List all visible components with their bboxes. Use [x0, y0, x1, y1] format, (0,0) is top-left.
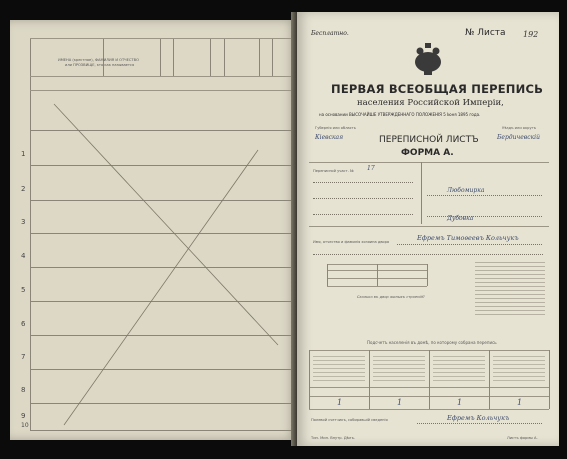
free-stamp: Бесплатно. [311, 30, 349, 37]
village-value: Дубовка [447, 215, 474, 222]
sheet-number-label: № Листа [465, 28, 506, 38]
owner-name-value: Ефремъ Тимоѳеевъ Кольчукъ [417, 234, 519, 242]
form-title: ПЕРЕПИСНОЙ ЛИСТЪ [379, 135, 479, 145]
census-title: ПЕРВАЯ ВСЕОБЩАЯ ПЕРЕПИСЬ [331, 82, 544, 96]
row-number: 10 [21, 422, 29, 429]
gubernia-value: Кiевская [315, 134, 344, 141]
left-page [10, 20, 297, 440]
census-book [10, 8, 559, 450]
uezd-value: Бердичевскiй [497, 134, 540, 141]
sheet-number-value: 192 [523, 30, 539, 39]
gubernia-label: Губернiя или область [315, 126, 356, 130]
count-value: 1 [517, 398, 523, 407]
form-subtitle: ФОРМА А. [401, 148, 454, 158]
count-value: 1 [337, 398, 343, 407]
dwellings-question: Сколько въ двор жилыхъ строенiй? [357, 295, 425, 299]
row-number: 7 [21, 353, 26, 361]
row-number: 4 [21, 252, 26, 260]
community-value: Любомирка [447, 187, 485, 194]
count-value: 1 [457, 398, 463, 407]
row-number: 1 [21, 150, 26, 158]
row-number: 2 [21, 185, 26, 193]
row-number: 9 [21, 412, 26, 420]
column-header-name: ИМЕНА (крестное), ФАМИЛИЯ И ОТЧЕСТВО [58, 58, 139, 62]
district-label: Переписной участ. № [313, 169, 354, 173]
census-decree: на основании ВЫСОЧАЙШЕ УТВЕРЖДЕННАГО ПОЛОЖЕНIЯ 5 Iюня 1895 года. [319, 112, 481, 117]
count-value: 1 [397, 398, 403, 407]
instruction-text-block [475, 260, 545, 318]
district-value: 17 [367, 165, 375, 172]
uezd-label: Уѣздъ или округъ [502, 126, 536, 130]
enumerator-label: Полевой счетчикъ, собиравшiй сведенiя [311, 418, 388, 422]
owner-name-label: Имя, отчество и фамилiя хозяина двора [313, 240, 390, 244]
row-number: 6 [21, 320, 26, 328]
row-number: 3 [21, 218, 26, 226]
column-header-name-2: или ПРОЗВИЩЕ, кто как называется [65, 63, 135, 67]
imperial-eagle-icon [410, 42, 446, 76]
strike-through-lines [10, 20, 297, 440]
census-subtitle: населения Российской Имперiи, [357, 98, 504, 108]
right-page [297, 12, 559, 446]
form-note: Листъ формы А. [507, 436, 538, 440]
row-number: 5 [21, 286, 26, 294]
count-question: Подсчетъ населенiя въ домѣ, по которому собрана перепись [367, 340, 497, 345]
row-number: 8 [21, 386, 26, 394]
printer-note: Тип. Мин. Внутр. Дѣлъ. [311, 436, 356, 440]
enumerator-value: Ефремъ Кольчукъ [447, 414, 510, 422]
